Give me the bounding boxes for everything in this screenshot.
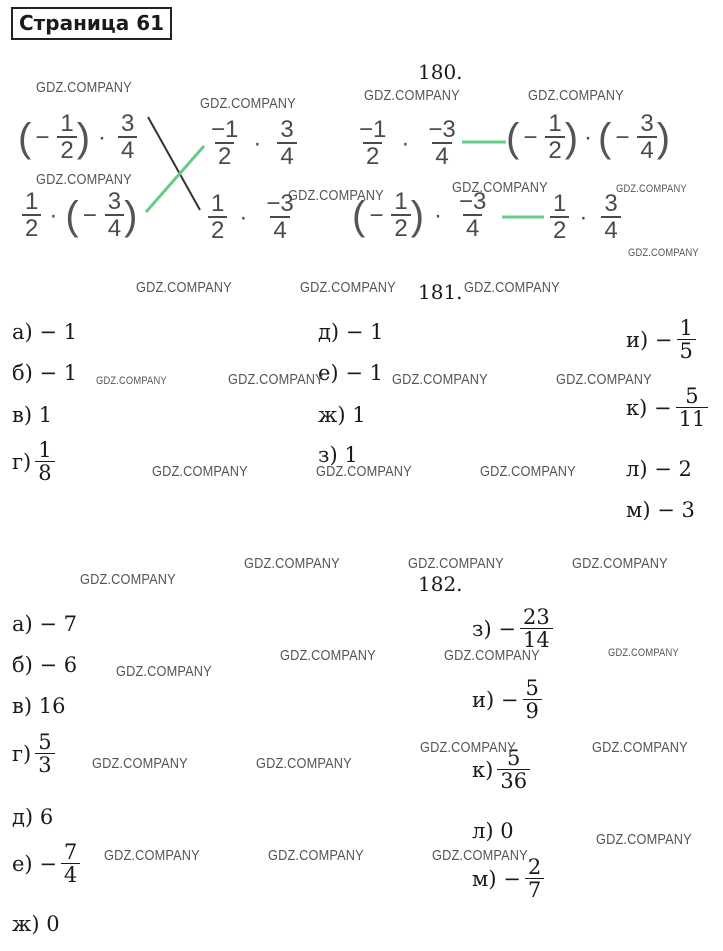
watermark: GDZ.COMPANY [392, 371, 488, 388]
answer-label: з) [472, 617, 492, 641]
fraction [456, 190, 489, 241]
watermark: GDZ.COMPANY [200, 95, 296, 112]
watermark: GDZ.COMPANY [420, 739, 516, 756]
denominator: 7 [525, 878, 544, 901]
answer-label: б) [12, 361, 33, 385]
minus-sign: − [498, 617, 516, 641]
denominator: 11 [676, 407, 709, 430]
watermark: GDZ.COMPANY [608, 647, 679, 659]
numerator: −1 [359, 116, 387, 143]
answer-value: 1 [352, 403, 366, 427]
answer-181-e [318, 361, 383, 385]
numerator: 1 [38, 438, 52, 462]
answer-value: − 6 [39, 653, 78, 677]
dot: · [579, 203, 588, 231]
denominator: 5 [677, 339, 696, 362]
watermark: GDZ.COMPANY [288, 187, 384, 204]
watermark: GDZ.COMPANY [228, 371, 324, 388]
watermark: GDZ.COMPANY [92, 755, 188, 772]
paren-close: ) [76, 115, 91, 160]
numerator: 3 [640, 110, 654, 137]
answer-181-k [626, 386, 708, 430]
answer-value: − 3 [657, 498, 695, 522]
denominator: 2 [363, 142, 382, 169]
fraction [22, 190, 41, 241]
dot: · [401, 129, 410, 157]
answer-181-d [318, 320, 383, 344]
denominator: 2 [22, 214, 41, 241]
answer-value: − 1 [39, 320, 78, 344]
numerator: −1 [211, 116, 239, 143]
watermark: GDZ.COMPANY [152, 463, 248, 480]
answer-182-a [12, 612, 77, 636]
answer-label: к) [626, 396, 648, 420]
watermark: GDZ.COMPANY [572, 555, 668, 572]
answer-182-b [12, 653, 77, 677]
denominator: 4 [277, 142, 296, 169]
answer-value: − 2 [654, 457, 692, 481]
denominator: 2 [208, 216, 227, 243]
fraction [118, 112, 137, 163]
dot: · [49, 201, 58, 229]
answer-label: г) [12, 450, 32, 474]
paren-close: ) [124, 193, 138, 238]
answer-label: м) [472, 867, 497, 891]
expr-right-top [352, 118, 459, 169]
watermark: GDZ.COMPANY [104, 847, 200, 864]
answer-label: е) [12, 852, 33, 876]
fraction [637, 112, 656, 163]
answer-181-v [12, 403, 52, 427]
minus-sign: − [369, 201, 384, 229]
watermark: GDZ.COMPANY [528, 87, 624, 104]
answer-181-b [12, 361, 77, 385]
denominator: 9 [523, 699, 542, 722]
numerator: 5 [685, 384, 699, 408]
paren-close: ) [410, 193, 425, 238]
expr-left-bottom-2 [204, 192, 297, 243]
dot: · [584, 123, 593, 151]
numerator: 7 [63, 840, 78, 864]
answer-value: 1 [344, 443, 358, 467]
dot: · [253, 129, 262, 157]
watermark: GDZ.COMPANY [432, 847, 528, 864]
denominator: 2 [57, 136, 76, 163]
paren-open: ( [352, 193, 366, 238]
answer-label: г) [12, 742, 32, 766]
exercise-182-number: 182. [418, 572, 463, 596]
answer-label: а) [12, 320, 33, 344]
fraction [208, 192, 227, 243]
answer-label: е) [318, 361, 339, 385]
numerator: 1 [548, 110, 562, 137]
answer-181-g [12, 440, 55, 484]
answer-label: л) [626, 457, 648, 481]
fraction [105, 190, 124, 241]
answer-label: з) [318, 443, 338, 467]
answer-label: м) [626, 498, 651, 522]
answer-value: − 1 [345, 320, 384, 344]
answer-value: 0 [46, 912, 60, 936]
answer-label: к) [472, 758, 494, 782]
watermark: GDZ.COMPANY [96, 375, 167, 387]
fraction [545, 112, 564, 163]
fraction [356, 118, 389, 169]
fraction [35, 732, 54, 776]
watermark: GDZ.COMPANY [596, 831, 692, 848]
fraction [676, 386, 709, 430]
denominator: 2 [391, 214, 410, 241]
answer-label: ж) [318, 403, 346, 427]
paren-open: ( [18, 115, 32, 160]
numerator: 2 [527, 855, 542, 879]
fraction [523, 678, 542, 722]
numerator: 3 [121, 110, 135, 137]
denominator: 4 [61, 863, 80, 886]
watermark: GDZ.COMPANY [592, 739, 688, 756]
denominator: 4 [270, 216, 289, 243]
watermark: GDZ.COMPANY [316, 463, 412, 480]
minus-sign: − [500, 688, 519, 712]
fraction [208, 118, 241, 169]
answer-182-l [472, 819, 514, 843]
page-title: Страница 61 [11, 7, 172, 40]
answer-181-l [626, 457, 692, 481]
answer-value: − 7 [39, 612, 78, 636]
numerator: 3 [604, 190, 618, 217]
fraction [277, 118, 296, 169]
denominator: 4 [105, 214, 124, 241]
dot: · [239, 203, 248, 231]
dot: · [434, 201, 443, 229]
answer-182-d [12, 805, 53, 829]
answer-value: 6 [39, 805, 54, 829]
paren-close: ) [564, 115, 579, 160]
minus-sign: − [654, 328, 673, 352]
minus-sign: − [523, 123, 538, 151]
fraction [677, 318, 696, 362]
fraction [391, 190, 410, 241]
numerator: −3 [428, 116, 456, 143]
answer-label: и) [472, 688, 495, 712]
expr-right-bottom-2 [546, 192, 621, 243]
denominator: 3 [35, 753, 54, 776]
numerator: 1 [25, 188, 39, 215]
watermark: GDZ.COMPANY [136, 279, 232, 296]
watermark: GDZ.COMPANY [452, 179, 548, 196]
answer-182-e [12, 842, 80, 886]
denominator: 4 [463, 214, 482, 241]
fraction [425, 118, 458, 169]
expr-left-bottom [18, 190, 137, 241]
answer-181-i [626, 318, 696, 362]
answer-label: в) [12, 403, 33, 427]
watermark: GDZ.COMPANY [36, 79, 132, 96]
watermark: GDZ.COMPANY [280, 647, 376, 664]
paren-open: ( [598, 115, 612, 160]
denominator: 4 [432, 142, 451, 169]
watermark: GDZ.COMPANY [300, 279, 396, 296]
answer-label: д) [12, 805, 34, 829]
numerator: 3 [280, 116, 294, 143]
numerator: 1 [553, 190, 567, 217]
denominator: 4 [118, 136, 137, 163]
watermark: GDZ.COMPANY [256, 755, 352, 772]
numerator: 1 [211, 190, 225, 217]
denominator: 36 [497, 769, 530, 792]
fraction [601, 192, 620, 243]
paren-open: ( [506, 115, 520, 160]
paren-close: ) [656, 115, 671, 160]
answer-181-a [12, 320, 77, 344]
fraction [57, 112, 76, 163]
paren-open: ( [65, 193, 79, 238]
dot: · [98, 123, 107, 151]
numerator: 3 [107, 188, 122, 215]
answer-label: д) [318, 320, 340, 344]
numerator: 1 [60, 110, 74, 137]
answer-label: а) [12, 612, 33, 636]
watermark: GDZ.COMPANY [556, 371, 652, 388]
answer-label: в) [12, 694, 33, 718]
denominator: 2 [550, 216, 569, 243]
numerator: 23 [522, 605, 550, 629]
expr-left-top [18, 112, 137, 163]
watermark: GDZ.COMPANY [628, 247, 699, 259]
numerator: 1 [394, 188, 408, 215]
minus-sign: − [82, 201, 97, 229]
denominator: 2 [545, 136, 564, 163]
watermark: GDZ.COMPANY [268, 847, 364, 864]
fraction [520, 607, 553, 651]
watermark: GDZ.COMPANY [616, 183, 687, 195]
denominator: 8 [35, 461, 54, 484]
denominator: 4 [637, 136, 656, 163]
fraction [35, 440, 54, 484]
watermark: GDZ.COMPANY [80, 571, 176, 588]
exercise-181-number: 181. [418, 280, 463, 304]
numerator: 5 [38, 730, 52, 754]
watermark: GDZ.COMPANY [480, 463, 576, 480]
watermark: GDZ.COMPANY [364, 87, 460, 104]
denominator: 4 [601, 216, 620, 243]
answer-value: 1 [38, 403, 53, 427]
fraction [550, 192, 569, 243]
minus-sign: − [615, 123, 630, 151]
answer-182-z [472, 607, 553, 651]
expr-right-top-2 [506, 112, 670, 163]
answer-label: л) [472, 819, 494, 843]
denominator: 14 [520, 628, 553, 651]
exercise-180-number: 180. [418, 60, 463, 84]
numerator: −3 [459, 188, 487, 215]
fraction [61, 842, 80, 886]
numerator: 1 [679, 316, 693, 340]
minus-sign: − [39, 852, 57, 876]
answer-value: − 1 [345, 361, 383, 385]
answer-value: 0 [500, 819, 514, 843]
answer-label: б) [12, 653, 33, 677]
cross-line-black [148, 117, 200, 210]
answer-181-zh [318, 403, 366, 427]
answer-label: ж) [12, 912, 40, 936]
watermark: GDZ.COMPANY [36, 171, 132, 188]
expr-left-top-2 [204, 118, 297, 169]
answer-182-zh [12, 912, 60, 936]
watermark: GDZ.COMPANY [444, 647, 540, 664]
answer-182-g [12, 732, 55, 776]
answer-181-m [626, 498, 695, 522]
answer-value: 16 [38, 694, 66, 718]
minus-sign: − [35, 123, 50, 151]
answer-182-i [472, 678, 542, 722]
watermark: GDZ.COMPANY [408, 555, 504, 572]
numerator: 5 [507, 746, 521, 770]
answer-182-v [12, 694, 65, 718]
answer-value: − 1 [39, 361, 78, 385]
numerator: −3 [266, 190, 294, 217]
watermark: GDZ.COMPANY [116, 663, 212, 680]
minus-sign: − [654, 396, 672, 420]
minus-sign: − [503, 867, 521, 891]
denominator: 2 [215, 142, 234, 169]
watermark: GDZ.COMPANY [244, 555, 340, 572]
answer-label: и) [626, 328, 649, 352]
watermark: GDZ.COMPANY [464, 279, 560, 296]
numerator: 5 [525, 676, 539, 700]
